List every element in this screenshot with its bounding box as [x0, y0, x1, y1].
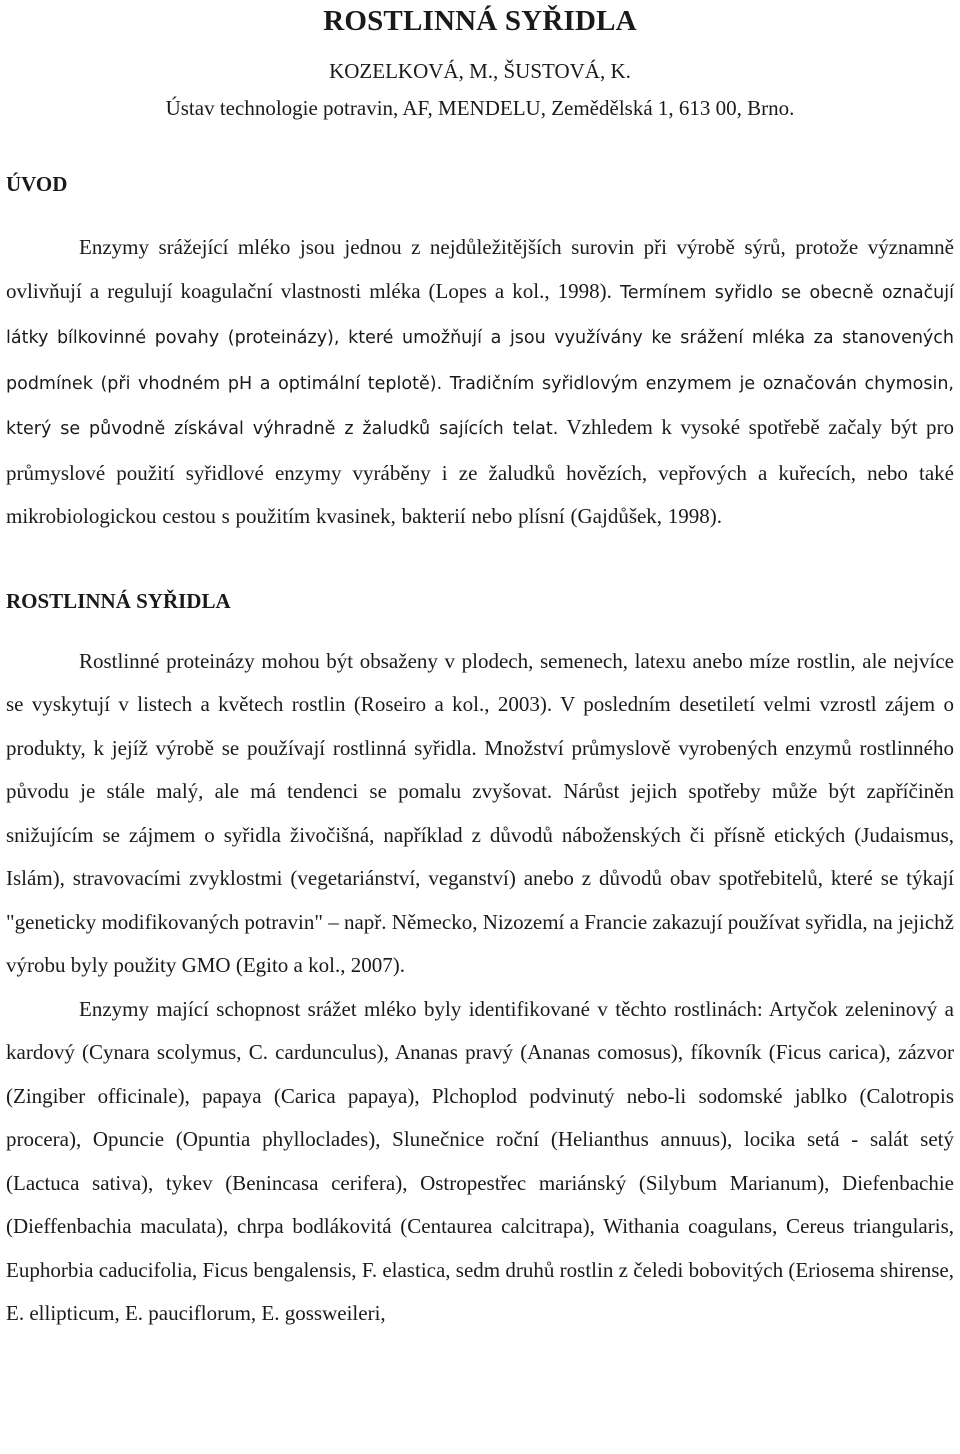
section-rostlinna-syridla: [6, 588, 954, 1336]
paragraph-sentence: Enzymy srážející mléko jsou jednou z nejdůležitějších surovin při výrobě sýrů, protože významně ovlivňují a regulují koagulační vlastnosti mléka (Lopes a kol., 1998).: [6, 235, 954, 303]
paper-affiliation: Ústav technologie potravin, AF, MENDELU, Zemědělská 1, 613 00, Brno.: [165, 96, 795, 120]
paper-title: ROSTLINNÁ SYŘIDLA: [323, 5, 637, 37]
section-paragraph: Rostlinné proteinázy mohou být obsaženy v plodech, semenech, latexu anebo míze rostlin, ale nejvíce se vyskytují v listech a květech rostlin (Roseiro a kol., 2003). V posledním desetiletí velmi vzrostl zájem o produkty, k jejíž výrobě se používají rostlinná syřidla. Množství průmyslově vyrobených enzymů rostlinného původu je stále malý, ale má tendenci se pomalu zvyšovat. Nárůst jejich spotřeby může být zapříčiněn snižujícím se zájmem o syřidla živočišná, například z důvodů náboženských či přísně etických (Judaismus, Islám), stravovacími zvyklostmi (vegetariánství, veganství) anebo z důvodů obav spotřebitelů, které se týkají "geneticky modifikovaných potravin" – např. Německo, Nizozemí a Francie zakazují používat syřidla, na jejichž výrobu byly použity GMO (Egito a kol., 2007).: [6, 648, 954, 977]
paragraph-sentence: Termínem syřidlo se obecně označují látky bílkovinné povahy (proteinázy), které umožňují a jsou využívány ke srážení mléka za stanovených podmínek (při vhodném pH a optimální teplotě).: [6, 282, 955, 394]
section-paragraph: [6, 226, 954, 539]
paragraph-sentence: Vzhledem k vysoké spotřebě začaly být pro průmyslové použití syřidlové enzymy vyráběny i ze žaludků hovězích, vepřových a kuřecích, nebo také mikrobiologickou cestou s použitím kvasinek, bakterií nebo plísní (Gajdůšek, 1998).: [6, 415, 954, 528]
document-page: [6, 0, 954, 1336]
section-heading: ROSTLINNÁ SYŘIDLA: [6, 588, 231, 613]
paper-authors: KOZELKOVÁ, M., ŠUSTOVÁ, K.: [329, 59, 631, 83]
section-uvod: [6, 171, 954, 539]
section-paragraph: Enzymy mající schopnost srážet mléko byly identifikované v těchto rostlinách: Artyčok zeleninový a kardový (Cynara scolymus, C. cardunculus), Ananas pravý (Ananas comosus), fíkovník (Ficus carica), zázvor (Zingiber officinale), papaya (Carica papaya), Plchoplod podvinutý nebo-li sodomské jablko (Calotropis procera), Opuncie (Opuntia phylloclades), Slunečnice roční (Helianthus annuus), locika setá - salát setý (Lactuca sativa), tykev (Benincasa cerifera), Ostropestřec mariánský (Silybum Marianum), Diefenbachie (Dieffenbachia maculata), chrpa bodlákovitá (Centaurea calcitrapa), Withania coagulans, Cereus triangularis, Euphorbia caducifolia, Ficus bengalensis, F. elastica, sedm druhů rostlin z čeledi bobovitých (Eriosema shirense, E. ellipticum, E. pauciflorum, E. gossweileri,: [6, 996, 954, 1325]
paragraph-sentence: Tradičním syřidlovým enzymem je označován chymosin, který se původně získával výhradně z žaludků sajících telat.: [6, 373, 954, 439]
section-heading: ÚVOD: [6, 172, 68, 196]
